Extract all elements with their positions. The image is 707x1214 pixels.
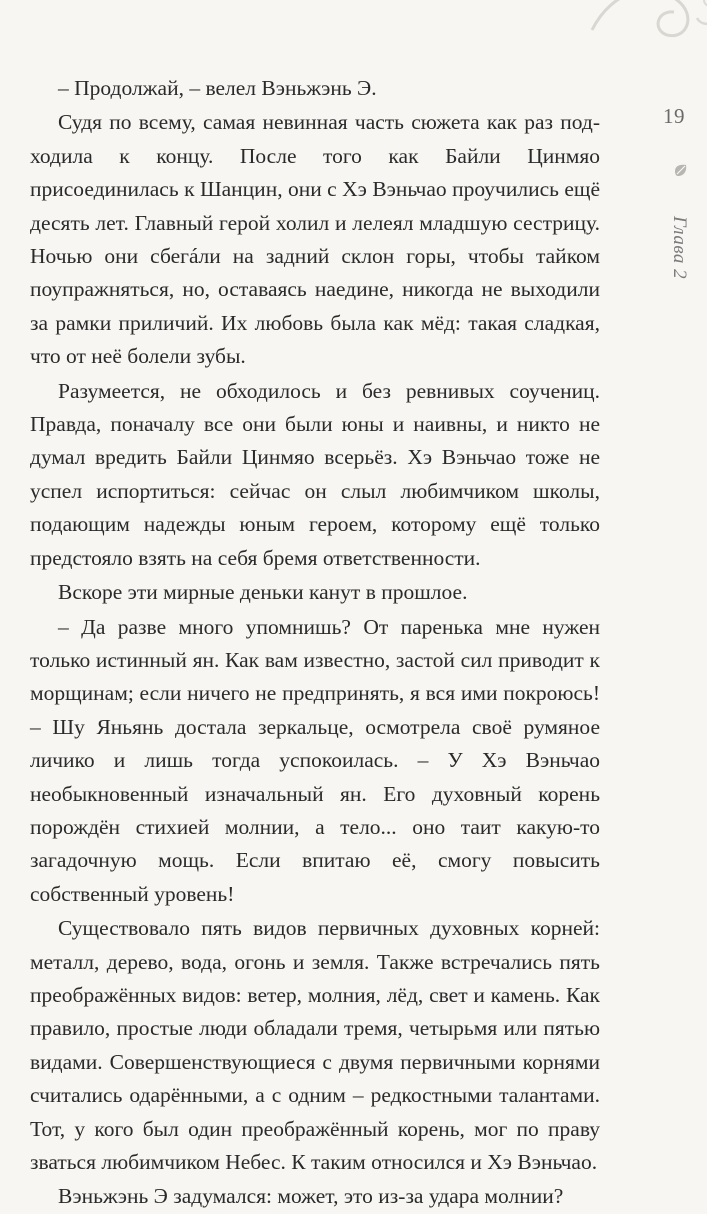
corner-ornament	[582, 0, 707, 50]
chapter-label: Глава 2	[669, 216, 690, 280]
page-number: 19	[663, 104, 685, 128]
leaf-ornament-icon	[672, 162, 690, 180]
paragraph: Существовало пять видов первичных духовных корней: металл, дерево, вода, огонь и земля. Также встречались пять преображённых видов: ветер, молния, лёд, свет и камень. Как правило, простые люди обладали тремя, четырьмя или пятью видами. Совершенствующиеся с двумя первичными корнями считались одарёнными, а с одним – редкостными талантами. Тот, у кого был один преображённый корень, мог по праву зваться любимчиком Небес. К таким относился и Хэ Вэньчао.	[30, 916, 600, 1174]
paragraph: – Да разве много упомнишь? От паренька мне нужен только истинный ян. Как вам известно, застой сил приводит к морщинам; если ничего не предпринять, я вся ими покроюсь! – Шу Яньянь достала зеркальце, осмотрела своё румяное личико и лишь тогда успокоилась. – У Хэ Вэньчао необыкновенный изначальный ян. Его духовный корень порождён стихией молнии, а тело... оно таит какую-то загадочную мощь. Если впитаю её, смогу повысить собственный уровень!	[30, 614, 600, 906]
paragraph: Вскоре эти мирные деньки канут в прошлое.	[58, 580, 468, 605]
paragraph: Разумеется, не обходилось и без ревнивых соучениц. Правда, поначалу все они были юны и наивны, и никто не думал вредить Байли Цинмяо всерьёз. Хэ Вэньчао тоже не успел испортиться: сейчас он слыл любимчиком школы, подающим надежды юным героем, которому ещё только предстояло взять на себя бремя ответственности.	[30, 378, 600, 570]
paragraph: – Продолжай, – велел Вэньжэнь Э.	[58, 76, 377, 100]
paragraph: Судя по всему, самая невинная часть сюжета как раз подходила к концу. После того как Байли Цинмяо присоединилась к Шанцин, они с Хэ Вэньчао проучились ещё десять лет. Главный герой холил и лелеял младшую сестрицу. Ночью они сбегáли на задний склон горы, чтобы тайком поупражняться, но, оставаясь наедине, никогда не выходили за рамки приличий. Их любовь была как мёд: такая сладкая, что от неё болели зубы.	[30, 110, 600, 369]
paragraph: Вэньжэнь Э задумался: может, это из-за удара молнии?	[58, 1184, 564, 1209]
body-text	[30, 72, 600, 1214]
